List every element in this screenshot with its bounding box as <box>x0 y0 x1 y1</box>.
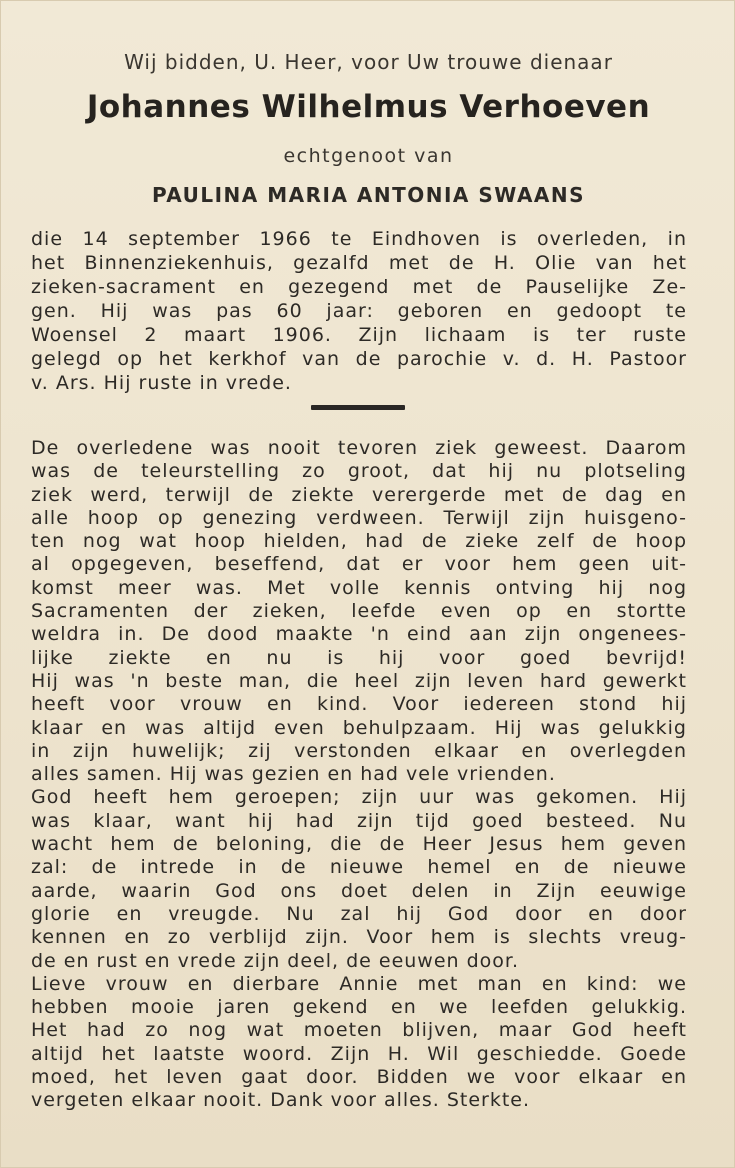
text-line: zieken-sacrament en gezegend met de Pauselijke Ze- <box>31 276 687 298</box>
text-line: hebben mooie jaren gekend en we leefden gelukkig. <box>31 996 687 1019</box>
text-line: klaar en was altijd even behulpzaam. Hij was gelukkig <box>31 716 687 739</box>
text-line: aarde, waarin God ons doet delen in Zijn eeuwige <box>31 879 687 902</box>
text-line: glorie en vreugde. Nu zal hij God door en door <box>31 902 687 925</box>
eulogy-paragraph <box>31 437 687 1113</box>
text-line: Het had zo nog wat moeten blijven, maar God heeft <box>31 1019 687 1042</box>
text-line: in zijn huwelijk; zij verstonden elkaar en overlegden <box>31 739 687 762</box>
text-line: weldra in. De dood maakte 'n eind aan zijn ongenees- <box>31 623 687 646</box>
prayer-intro: Wij bidden, U. Heer, voor Uw trouwe dienaar <box>124 50 613 74</box>
text-line: ziek werd, terwijl de ziekte verergerde met de dag en <box>31 483 687 506</box>
text-line: gelegd op het kerkhof van de parochie v. d. H. Pastoor <box>31 348 687 370</box>
text-line: kennen en zo verblijd zijn. Voor hem is slechts vreug- <box>31 926 687 949</box>
text-line: gen. Hij was pas 60 jaar: geboren en gedoopt te <box>31 300 687 322</box>
text-line: God heeft hem geroepen; zijn uur was gekomen. Hij <box>31 786 687 809</box>
text-line: altijd het laatste woord. Zijn H. Wil geschiedde. Goede <box>31 1042 687 1065</box>
text-line: alles samen. Hij was gezien en had vele vrienden. <box>31 763 556 786</box>
text-line: Hij was 'n beste man, die heel zijn leven hard gewerkt <box>31 669 687 692</box>
text-line: was klaar, want hij had zijn tijd goed besteed. Nu <box>31 809 687 832</box>
text-line: v. Ars. Hij ruste in vrede. <box>31 372 292 394</box>
section-divider <box>311 405 405 410</box>
text-line: heeft voor vrouw en kind. Voor iedereen stond hij <box>31 693 687 716</box>
spouse-label: echtgenoot van <box>283 145 454 167</box>
text-line: het Binnenziekenhuis, gezalfd met de H. Olie van het <box>31 252 687 274</box>
text-line: was de teleurstelling zo groot, dat hij nu plotseling <box>31 460 687 483</box>
text-line: de en rust en vrede zijn deel, de eeuwen door. <box>31 949 520 972</box>
text-line: lijke ziekte en nu is hij voor goed bevrijd! <box>31 646 687 669</box>
text-line: al opgegeven, beseffend, dat er voor hem geen uit- <box>31 553 687 576</box>
text-line: Lieve vrouw en dierbare Annie met man en kind: we <box>31 972 687 995</box>
spouse-name: PAULINA MARIA ANTONIA SWAANS <box>151 183 586 207</box>
death-notice-paragraph <box>31 227 687 395</box>
deceased-name: Johannes Wilhelmus Verhoeven <box>86 89 651 125</box>
text-line: De overledene was nooit tevoren ziek geweest. Daarom <box>31 437 687 459</box>
text-line: ten nog wat hoop hielden, had de zieke zelf de hoop <box>31 530 687 553</box>
text-line: vergeten elkaar nooit. Dank voor alles. Sterkte. <box>31 1089 531 1112</box>
text-line: Sacramenten der zieken, leefde even op en stortte <box>31 600 687 623</box>
text-line: moed, het leven gaat door. Bidden we voor elkaar en <box>31 1066 687 1089</box>
text-line: komst meer was. Met volle kennis ontving hij nog <box>31 576 687 599</box>
text-line: zal: de intrede in de nieuwe hemel en de nieuwe <box>31 856 687 879</box>
text-line: die 14 september 1966 te Eindhoven is overleden, in <box>31 228 687 250</box>
text-line: Woensel 2 maart 1906. Zijn lichaam is ter ruste <box>31 324 687 346</box>
text-line: alle hoop op genezing verdween. Terwijl zijn huisgeno- <box>31 506 687 529</box>
text-line: wacht hem de beloning, die de Heer Jesus hem geven <box>31 833 687 856</box>
